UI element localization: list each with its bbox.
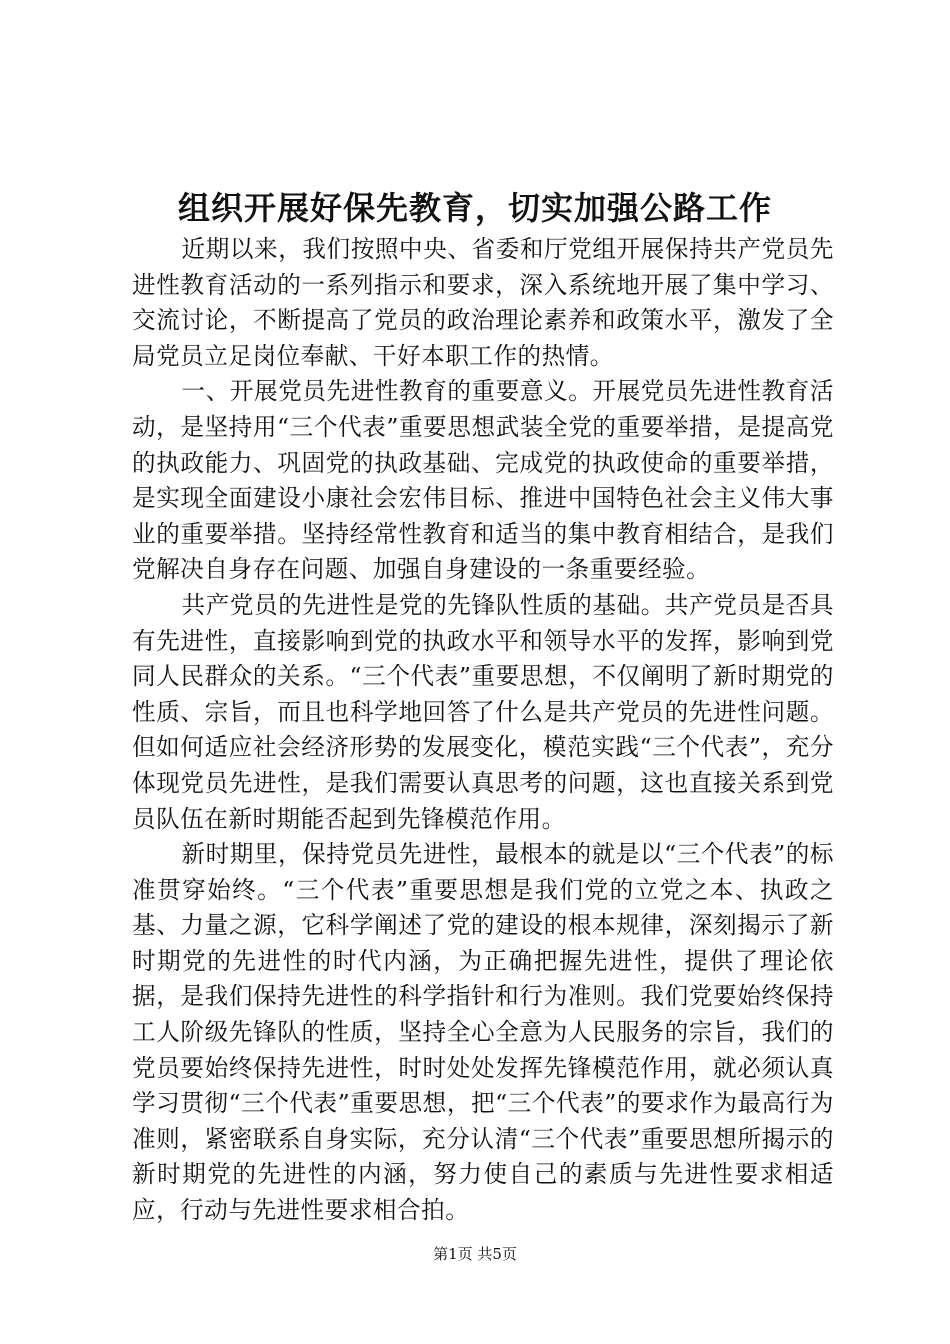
document-title: 组织开展好保先教育，切实加强公路工作 [177, 189, 772, 227]
paragraph-advanced-nature: 共产党员的先进性是党的先锋队性质的基础。共产党员是否具有先进性，直接影响到党的执政水平和领导水平的发挥，影响到党同人民群众的关系。“三个代表”重要思想，不仅阐明了新时期党的性质、宗旨，而且也科学地回答了什么是共产党员的先进性问题。但如何适应社会经济形势的发展变化，模范实践“三个代表”，充分体现党员先进性，是我们需要认真思考的问题，这也直接关系到党员队伍在新时期能否起到先锋模范作用。 [132, 590, 834, 833]
paragraph-intro: 近期以来，我们按照中央、省委和厅党组开展保持共产党员先进性教育活动的一系列指示和要求，深入系统地开展了集中学习、交流讨论，不断提高了党员的政治理论素养和政策水平，激发了全局党员立足岗位奉献、干好本职工作的热情。 [132, 235, 834, 370]
document-body [132, 232, 834, 1229]
paragraph-section-one: 一、开展党员先进性教育的重要意义。开展党员先进性教育活动，是坚持用“三个代表”重要思想武装全党的重要举措，是提高党的执政能力、巩固党的执政基础、完成党的执政使命的重要举措，是实现全面建设小康社会宏伟目标、推进中国特色社会主义伟大事业的重要举措。坚持经常性教育和适当的集中教育相结合，是我们党解决自身存在问题、加强自身建设的一条重要经验。 [132, 377, 834, 584]
paragraph-new-period: 新时期里，保持党员先进性，最根本的就是以“三个代表”的标准贯穿始终。“三个代表”重要思想是我们党的立党之本、执政之基、力量之源，它科学阐述了党的建设的根本规律，深刻揭示了新时期党的先进性的时代内涵，为正确把握先进性，提供了理论依据，是我们保持先进性的科学指针和行为准则。我们党要始终保持工人阶级先锋队的性质，坚持全心全意为人民服务的宗旨，我们的党员要始终保持先进性，时时处处发挥先锋模范作用，就必须认真学习贯彻“三个代表”重要思想，把“三个代表”的要求作为最高行为准则，紧密联系自身实际，充分认清“三个代表”重要思想所揭示的新时期党的先进性的内涵，努力使自己的素质与先进性要求相适应，行动与先进性要求相合拍。 [132, 840, 834, 1225]
page-number-footer: 第1页 共5页 [433, 1245, 517, 1263]
